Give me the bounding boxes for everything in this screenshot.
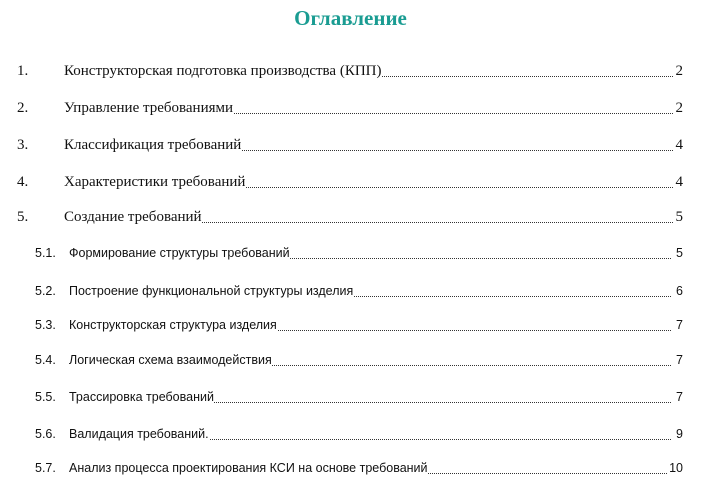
toc-entry-text[interactable]: Конструкторская подготовка производства (КПП) — [64, 63, 382, 79]
toc-entry-number: 1. — [17, 63, 29, 79]
toc-entry-text[interactable]: Валидация требований. — [69, 424, 209, 444]
toc-entry-text[interactable]: Анализ процесса проектирования КСИ на основе требований — [69, 458, 428, 478]
toc-entry-text[interactable]: Трассировка требований — [69, 387, 214, 407]
toc-entry-number: 5.6. — [35, 424, 56, 444]
toc-entry-text[interactable]: Создание требований — [64, 209, 202, 225]
toc-entry-page[interactable]: 2 — [675, 63, 683, 79]
toc-entry-number: 5.2. — [35, 281, 56, 301]
toc-entry-4[interactable] — [0, 172, 701, 192]
toc-entry-5-3[interactable] — [0, 315, 701, 335]
toc-entry-2[interactable] — [0, 98, 701, 118]
toc-entry-page[interactable]: 5 — [675, 243, 683, 263]
toc-entry-5[interactable] — [0, 207, 701, 227]
toc-entry-page[interactable]: 7 — [675, 350, 683, 370]
toc-entry-number: 5.5. — [35, 387, 56, 407]
toc-entry-3[interactable] — [0, 135, 701, 155]
toc-entry-text[interactable]: Построение функциональной структуры изделия — [69, 281, 353, 301]
toc-entry-page[interactable]: 5 — [675, 209, 683, 225]
toc-entry-5-2[interactable] — [0, 281, 701, 301]
toc-entry-number: 2. — [17, 100, 29, 116]
toc-entry-number: 5.1. — [35, 243, 56, 263]
toc-entry-page[interactable]: 4 — [675, 174, 683, 190]
toc-entry-number: 5. — [17, 209, 29, 225]
toc-entry-page[interactable]: 7 — [675, 315, 683, 335]
toc-entry-number: 5.3. — [35, 315, 56, 335]
toc-entry-page[interactable]: 10 — [668, 458, 683, 478]
toc-entry-text[interactable]: Логическая схема взаимодействия — [69, 350, 272, 370]
toc-entry-5-6[interactable] — [0, 424, 701, 444]
toc-entry-5-4[interactable] — [0, 350, 701, 370]
toc-entry-text[interactable]: Характеристики требований — [64, 174, 246, 190]
toc-entry-page[interactable]: 6 — [675, 281, 683, 301]
toc-entry-number: 4. — [17, 174, 29, 190]
toc-entry-text[interactable]: Управление требованиями — [64, 100, 234, 116]
toc-entry-text[interactable]: Конструкторская структура изделия — [69, 315, 277, 335]
toc-entry-text[interactable]: Классификация требований — [64, 137, 242, 153]
toc-entry-5-7[interactable] — [0, 458, 701, 478]
toc-entry-page[interactable]: 9 — [675, 424, 683, 444]
toc-title: Оглавление — [294, 6, 407, 30]
toc-entry-page[interactable]: 2 — [675, 100, 683, 116]
toc-entry-number: 5.4. — [35, 350, 56, 370]
toc-entry-number: 5.7. — [35, 458, 56, 478]
toc-entry-page[interactable]: 7 — [675, 387, 683, 407]
toc-entry-5-1[interactable] — [0, 243, 701, 263]
toc-entry-page[interactable]: 4 — [675, 137, 683, 153]
toc-entry-text[interactable]: Формирование структуры требований — [69, 243, 290, 263]
toc-entry-5-5[interactable] — [0, 387, 701, 407]
toc-entry-1[interactable] — [0, 61, 701, 81]
toc-entry-number: 3. — [17, 137, 29, 153]
